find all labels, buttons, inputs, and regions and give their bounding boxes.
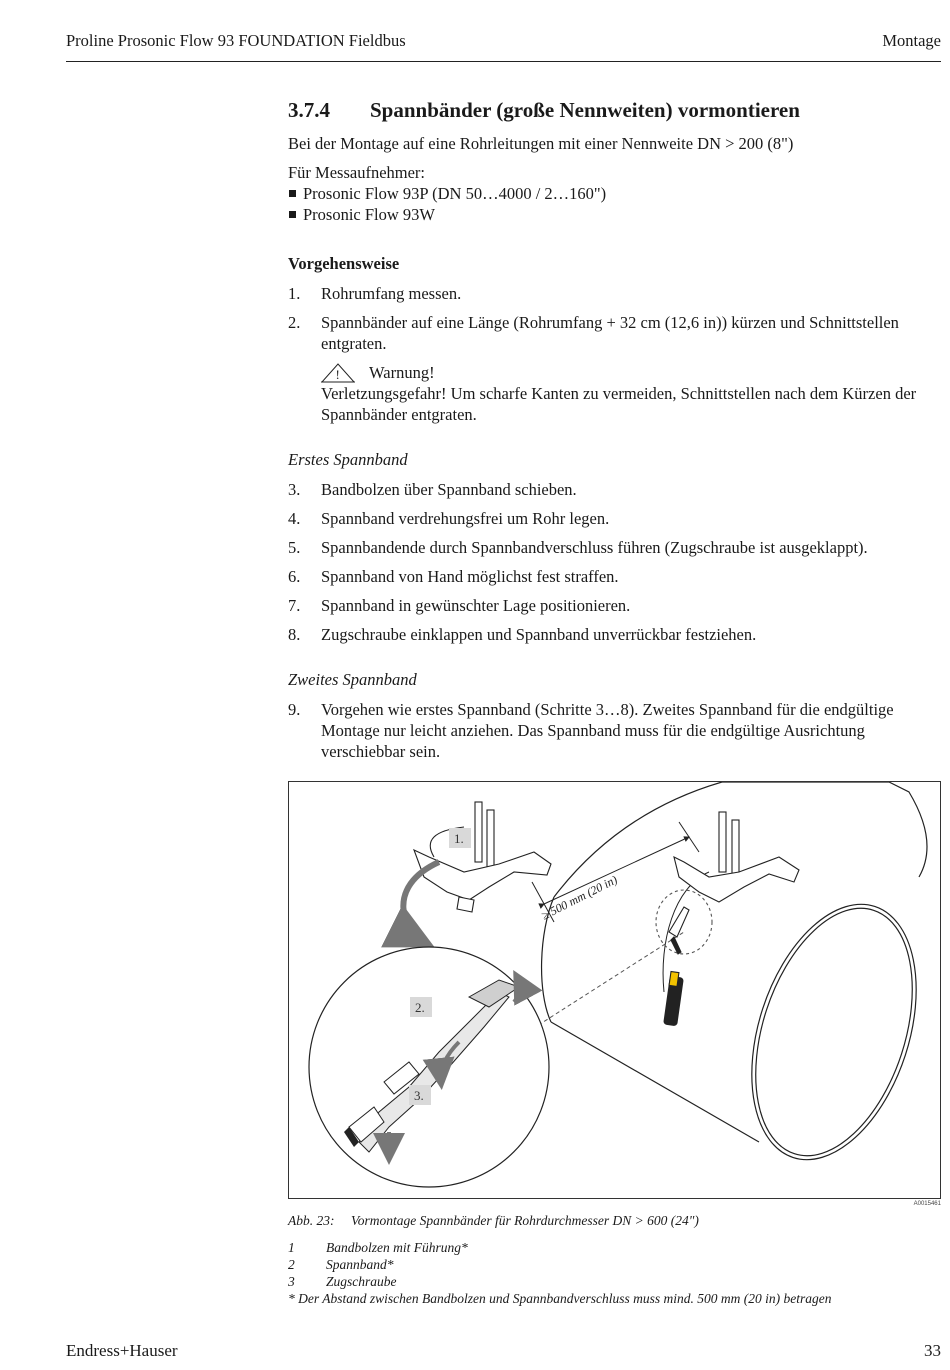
caption-label: Abb. 23:: [288, 1213, 335, 1228]
list-item: [288, 624, 938, 645]
step-text: Spannband in gewünschter Lage positionieren.: [321, 596, 631, 615]
callout-3: [409, 1085, 431, 1105]
first-band-heading: Erstes Spannband: [288, 450, 408, 469]
svg-text:2.: 2.: [415, 1000, 425, 1015]
step-text: Spannbandende durch Spannbandverschluss führen (Zugschraube ist ausgeklappt).: [321, 538, 868, 557]
main-content: [288, 96, 938, 770]
step-number: 8.: [288, 625, 301, 644]
figure-legend: [288, 1239, 831, 1307]
step-text: Zugschraube einklappen und Spannband unverrückbar festziehen.: [321, 625, 757, 644]
svg-text:1.: 1.: [454, 831, 464, 846]
legend-key: 3: [288, 1274, 295, 1289]
svg-text:3.: 3.: [414, 1088, 424, 1103]
callout-2: [410, 997, 432, 1017]
list-item: [288, 508, 938, 529]
bolt-with-guide: [414, 802, 551, 912]
second-band-heading: Zweites Spannband: [288, 670, 417, 689]
chapter-name: Montage: [882, 31, 941, 50]
steps-list-b: [288, 479, 938, 645]
detail-view: [309, 947, 549, 1187]
warning-title: Warnung!: [369, 363, 435, 382]
list-item: [288, 537, 938, 558]
step-number: 4.: [288, 509, 301, 528]
list-item: [288, 479, 938, 500]
step-number: 2.: [288, 313, 301, 332]
figure-strap-mounting: [288, 781, 941, 1199]
legend-note: * Der Abstand zwischen Bandbolzen und Spannbandverschluss muss mind. 500 mm (20 in) betragen: [288, 1291, 832, 1306]
step-number: 3.: [288, 480, 301, 499]
list-item: [288, 595, 938, 616]
intro-text: Bei der Montage auf eine Rohrleitungen mit einer Nennweite DN > 200 (8"): [288, 134, 794, 153]
legend-key: 1: [288, 1240, 295, 1255]
procedure-heading: Vorgehensweise: [288, 254, 400, 273]
page-number: 33: [924, 1341, 941, 1360]
step-number: 9.: [288, 700, 301, 719]
legend-value: Zugschraube: [326, 1274, 397, 1289]
step-number: 6.: [288, 567, 301, 586]
warning-icon: [321, 363, 355, 383]
list-item: Prosonic Flow 93P (DN 50…4000 / 2…160"): [288, 183, 938, 204]
step-text: Rohrumfang messen.: [321, 284, 462, 303]
list-item: [288, 283, 938, 304]
step-text: Vorgehen wie erstes Spannband (Schritte 3…8). Zweites Spannband für die endgültige Montage nur leicht anziehen. Das Spannband muss für die endgültige Ausrichtung verschiebbar sein.: [321, 700, 894, 761]
warning-box: [321, 362, 938, 425]
warning-text: Verletzungsgefahr! Um scharfe Kanten zu vermeiden, Schnittstellen nach dem Kürzen der Spannbänder entgraten.: [321, 384, 917, 424]
caption-text: Vormontage Spannbänder für Rohrdurchmesser DN > 600 (24"): [351, 1213, 699, 1228]
step-number: 7.: [288, 596, 301, 615]
svg-text:!: !: [335, 366, 340, 382]
list-item: [288, 699, 938, 762]
document-title: Proline Prosonic Flow 93 FOUNDATION Fieldbus: [66, 31, 406, 50]
sensors-label: Für Messaufnehmer:: [288, 163, 426, 182]
step-text: Bandbolzen über Spannband schieben.: [321, 480, 577, 499]
step-text: Spannband von Hand möglichst fest straffen.: [321, 567, 619, 586]
pipe-drawing: [542, 782, 941, 1181]
figure-code: A0015461: [913, 1201, 941, 1207]
legend-row: [288, 1256, 831, 1273]
legend-row: [288, 1273, 831, 1290]
section-title: [288, 96, 938, 124]
step-number: 1.: [288, 284, 301, 303]
page-header: [66, 31, 941, 62]
list-item: [288, 312, 938, 425]
callout-1: [449, 828, 471, 848]
legend-key: 2: [288, 1257, 295, 1272]
section-number: 3.7.4: [288, 98, 330, 122]
list-item: Prosonic Flow 93W: [288, 204, 938, 225]
figure-caption: [288, 1213, 699, 1229]
section-heading: Spannbänder (große Nennweiten) vormontieren: [370, 98, 800, 122]
step-text: Spannbänder auf eine Länge (Rohrumfang + 32 cm (12,6 in)) kürzen und Schnittstellen entgraten.: [321, 313, 899, 353]
list-item: [288, 566, 938, 587]
step-number: 5.: [288, 538, 301, 557]
warning-title-row: [321, 362, 938, 383]
legend-value: Spannband*: [326, 1257, 394, 1272]
steps-list-c: [288, 699, 938, 762]
sensor-list: [288, 183, 938, 225]
bolt-bracket-on-pipe: [656, 812, 799, 1026]
legend-row: [288, 1239, 831, 1256]
installation-illustration: [289, 782, 941, 1199]
steps-list-a: [288, 283, 938, 425]
step-text: Spannband verdrehungsfrei um Rohr legen.: [321, 509, 610, 528]
dimension-label: ≥ 500 mm (20 in): [539, 872, 620, 923]
footer-brand: Endress+Hauser: [66, 1341, 178, 1360]
legend-value: Bandbolzen mit Führung*: [326, 1240, 468, 1255]
